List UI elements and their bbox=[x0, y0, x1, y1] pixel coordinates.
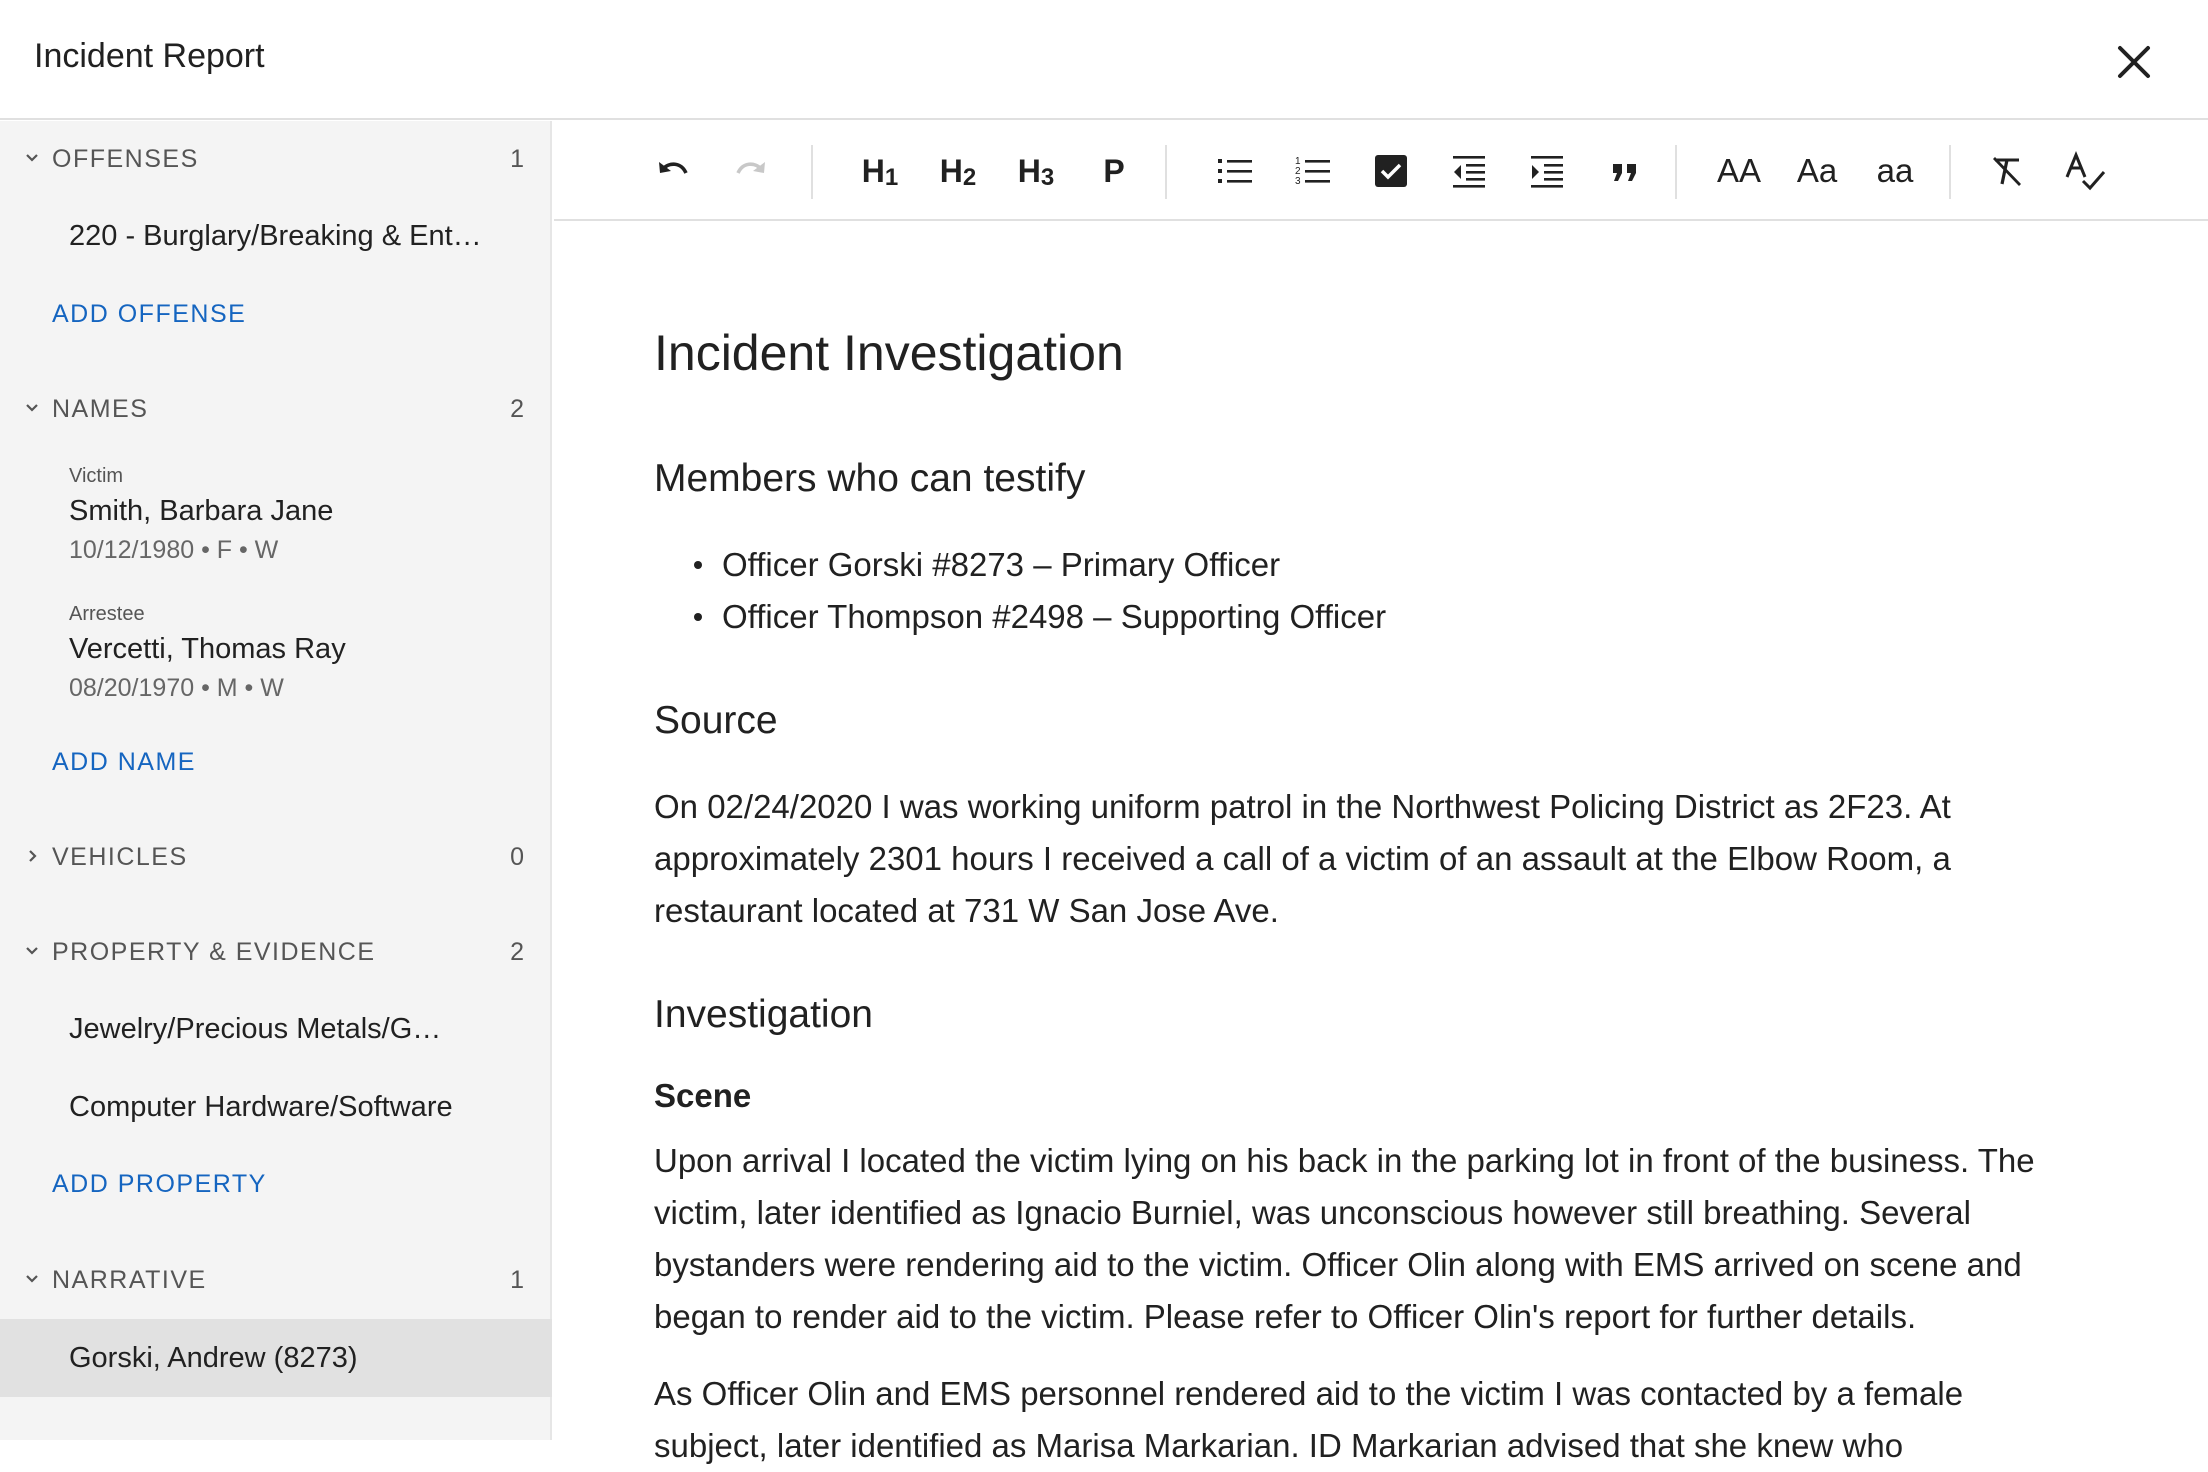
paragraph-line: began to render aid to the victim. Please refer to Officer Olin's report for further details. bbox=[654, 1298, 1917, 1335]
close-icon[interactable] bbox=[2108, 36, 2160, 88]
toolbar-divider bbox=[1675, 145, 1677, 199]
section-count: 1 bbox=[510, 1266, 524, 1294]
svg-text:2: 2 bbox=[1295, 166, 1301, 177]
name-label: Smith, Barbara Jane bbox=[69, 495, 334, 527]
undo-button[interactable] bbox=[645, 143, 701, 199]
uppercase-label: AA bbox=[1716, 152, 1762, 189]
name-role: Victim bbox=[69, 465, 124, 487]
list-item: Officer Thompson #2498 – Supporting Officer bbox=[722, 598, 1387, 635]
paragraph-line: approximately 2301 hours I received a call of a victim of an assault at the Elbow Room, a bbox=[654, 840, 1951, 877]
sidebar bbox=[0, 121, 552, 1440]
section-count: 2 bbox=[510, 395, 524, 423]
chevron-down-icon bbox=[20, 396, 44, 420]
paragraph-line: victim, later identified as Ignacio Burniel, was unconscious however still breathing. Several bbox=[654, 1194, 1971, 1231]
undo-icon bbox=[651, 149, 695, 193]
add-property-button[interactable]: ADD PROPERTY bbox=[52, 1170, 267, 1198]
outdent-button[interactable] bbox=[1441, 143, 1497, 199]
toolbar-divider bbox=[1165, 145, 1167, 199]
bulleted-list-button[interactable] bbox=[1207, 143, 1263, 199]
section-title: VEHICLES bbox=[52, 843, 188, 871]
titlecase-button[interactable] bbox=[1783, 143, 1851, 199]
name-role: Arrestee bbox=[69, 603, 145, 625]
narrative-item[interactable] bbox=[0, 1319, 552, 1397]
titlecase-label: Aa bbox=[1796, 152, 1838, 189]
section-count: 0 bbox=[510, 843, 524, 871]
narrative-editor[interactable] bbox=[554, 223, 2208, 1464]
indent-button[interactable] bbox=[1519, 143, 1575, 199]
heading-2-sub: 2 bbox=[962, 163, 977, 191]
paragraph-line: subject, later identified as Marisa Markarian. ID Markarian advised that she knew who bbox=[654, 1427, 1904, 1464]
paragraph-line: bystanders were rendering aid to the victim. Officer Olin along with EMS arrived on scene and bbox=[654, 1246, 2022, 1283]
paragraph-line: As Officer Olin and EMS personnel rendered aid to the victim I was contacted by a female bbox=[654, 1375, 1964, 1412]
property-label: Jewelry/Precious Metals/G… bbox=[69, 1013, 442, 1045]
checkbox-button[interactable] bbox=[1363, 143, 1419, 199]
heading-3-sub: 3 bbox=[1040, 163, 1055, 191]
paragraph-line: Upon arrival I located the victim lying on his back in the parking lot in front of the business. The bbox=[654, 1142, 2035, 1179]
offense-label: 220 - Burglary/Breaking & Ent… bbox=[69, 220, 482, 252]
paragraph-button[interactable] bbox=[1086, 143, 1142, 199]
numbered-list-icon bbox=[1293, 151, 1333, 191]
offense-item[interactable] bbox=[0, 204, 552, 268]
bulleted-list-icon bbox=[1215, 151, 1255, 191]
section-vehicles-header[interactable] bbox=[0, 828, 552, 888]
toolbar-divider bbox=[1949, 145, 1951, 199]
heading-1-button[interactable] bbox=[852, 143, 908, 199]
section-property-header[interactable] bbox=[0, 923, 552, 983]
numbered-list-button[interactable] bbox=[1285, 143, 1341, 199]
section-count: 2 bbox=[510, 938, 524, 966]
section-heading: Members who can testify bbox=[654, 457, 1086, 500]
property-label: Computer Hardware/Software bbox=[69, 1091, 453, 1123]
document-title: Incident Investigation bbox=[654, 325, 1124, 381]
name-meta: 10/12/1980 • F • W bbox=[69, 536, 279, 564]
property-item[interactable] bbox=[0, 1075, 552, 1139]
blockquote-button[interactable] bbox=[1597, 143, 1653, 199]
bullet-marker bbox=[694, 613, 702, 621]
app-header bbox=[0, 0, 2208, 120]
heading-2-label: H bbox=[939, 152, 963, 189]
page-title: Incident Report bbox=[34, 37, 265, 75]
name-label: Vercetti, Thomas Ray bbox=[69, 633, 346, 665]
redo-button[interactable] bbox=[723, 143, 779, 199]
outdent-icon bbox=[1449, 151, 1489, 191]
section-narrative-header[interactable] bbox=[0, 1251, 552, 1311]
list-item: Officer Gorski #8273 – Primary Officer bbox=[722, 546, 1281, 583]
paragraph-label: P bbox=[1103, 152, 1125, 189]
toolbar-divider bbox=[811, 145, 813, 199]
section-title: PROPERTY & EVIDENCE bbox=[52, 938, 376, 966]
property-item[interactable] bbox=[0, 997, 552, 1061]
heading-2-button[interactable] bbox=[930, 143, 986, 199]
add-name-button[interactable]: ADD NAME bbox=[52, 748, 196, 776]
paragraph-line: On 02/24/2020 I was working uniform patrol in the Northwest Policing District as 2F23. At bbox=[654, 788, 1951, 825]
heading-1-sub: 1 bbox=[884, 163, 899, 191]
indent-icon bbox=[1527, 151, 1567, 191]
redo-icon bbox=[729, 149, 773, 193]
chevron-down-icon bbox=[20, 146, 44, 170]
name-meta: 08/20/1970 • M • W bbox=[69, 674, 284, 702]
section-offenses-header[interactable] bbox=[0, 130, 552, 190]
clear-formatting-icon bbox=[1987, 151, 2027, 191]
svg-text:3: 3 bbox=[1295, 176, 1301, 187]
section-count: 1 bbox=[510, 145, 524, 173]
subsection-heading: Scene bbox=[654, 1077, 752, 1114]
heading-3-button[interactable] bbox=[1008, 143, 1064, 199]
spellcheck-icon bbox=[2063, 149, 2107, 193]
editor-toolbar bbox=[554, 121, 2208, 221]
narrative-label: Gorski, Andrew (8273) bbox=[69, 1342, 358, 1374]
quote-icon bbox=[1605, 151, 1645, 191]
lowercase-button[interactable] bbox=[1861, 143, 1929, 199]
paragraph-line: restaurant located at 731 W San Jose Ave. bbox=[654, 892, 1279, 929]
chevron-right-icon bbox=[20, 844, 44, 868]
spellcheck-button[interactable] bbox=[2057, 143, 2113, 199]
section-heading: Source bbox=[654, 699, 778, 742]
chevron-down-icon bbox=[20, 939, 44, 963]
section-heading: Investigation bbox=[654, 993, 873, 1036]
add-offense-button[interactable]: ADD OFFENSE bbox=[52, 300, 247, 328]
checkbox-icon bbox=[1371, 151, 1411, 191]
section-title: OFFENSES bbox=[52, 145, 199, 173]
name-item-arrestee[interactable] bbox=[0, 591, 552, 727]
uppercase-button[interactable] bbox=[1705, 143, 1773, 199]
section-title: NARRATIVE bbox=[52, 1266, 207, 1294]
section-title: NAMES bbox=[52, 395, 149, 423]
chevron-down-icon bbox=[20, 1267, 44, 1291]
heading-3-label: H bbox=[1017, 152, 1041, 189]
clear-formatting-button[interactable] bbox=[1979, 143, 2035, 199]
name-item-victim[interactable] bbox=[0, 453, 552, 589]
svg-text:1: 1 bbox=[1295, 156, 1301, 167]
heading-1-label: H bbox=[861, 152, 885, 189]
section-names-header[interactable] bbox=[0, 380, 552, 440]
bullet-marker bbox=[694, 561, 702, 569]
lowercase-label: aa bbox=[1876, 152, 1914, 189]
